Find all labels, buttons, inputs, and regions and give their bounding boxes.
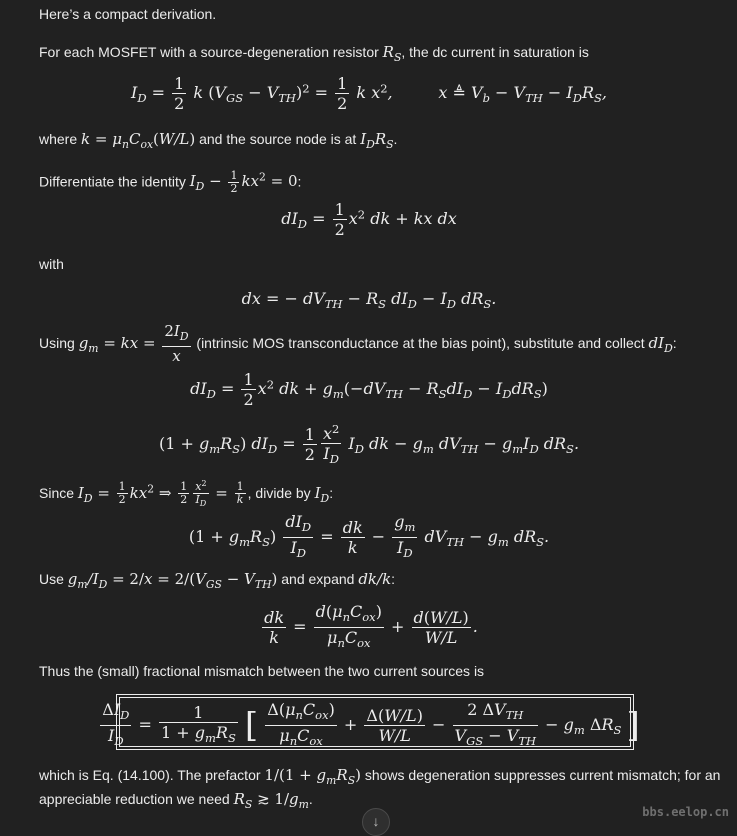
paragraph-7: Use $g_m/I_D = 2/x = 2/(V_{GS} - V_{TH})$ and expand dk/k:: [39, 570, 396, 591]
paragraph-4: with: [39, 256, 64, 272]
scroll-down-button[interactable]: [362, 808, 390, 836]
paragraph-1: For each MOSFET with a source-degeneration resistor $R_S$, the dc current in saturation is: [39, 43, 589, 64]
paragraph-5: Using $g_m$ = kx = $\frac{2I_D}{x}$ (intrinsic MOS transconductance at the bias point), substitute and collect $dI_D$:: [39, 322, 677, 365]
paragraph-8: Thus the (small) fractional mismatch between the two current sources is: [39, 663, 485, 679]
paragraph-6: Since $I_D$ = $\frac{1}{2}$ $kx^2$ ⇒ $\frac{1}{2}$ $\frac{x^2}{I_D}$ = $\frac{1}{k}$ , divide by $I_D$:: [39, 479, 334, 508]
paragraph-2: where $k = \mu_nC_{ox}(W/L)$ and the source node is at $I_DR_S$.: [39, 130, 398, 151]
equation-dx: dx = − $dV_{TH} - R_S$ $dI_D - I_D$ $dR_S$.: [241, 289, 497, 312]
equation-dk-over-k: $\frac{dk}{k}$ = $\frac{d(\mu_nC_{ox})}{\mu_nC_{ox}}$ + $\frac{d(W/L)}{W/L}$ .: [264, 602, 478, 651]
equation-differential-2: $dI_D$ = $\frac{1}{2}$ $x^2$ dk + $g_m(-dV_{TH} - R_SdI_D - I_DdR_S)$: [190, 370, 548, 409]
equation-collected: $(1 + g_mR_S)$ $dI_D$ = $\frac{1}{2}$ $\frac{x^2}{I_D}$ $I_D$ dk − $g_m$ $dV_{TH} - g_mI_D$ $dR_S$.: [158, 422, 580, 466]
equation-differential-1: $dI_D$ = $\frac{1}{2}$ $x^2$ dk + kx dx: [281, 200, 457, 239]
equation-mismatch-result: $\frac{\Delta I_D}{I_D}$ = $\frac{1}{1 + g_mR_S}$ [ $\frac{\Delta(\mu_nC_{ox})}{\mu_nC_{ox}}$ + $\frac{\Delta(W/L)}{W/L}$ − $\frac{2 \Delta V_{TH}}{V_{GS} - V_{TH}}$ − $g_m$ $\Delta R_S$ ]: [102, 700, 640, 749]
equation-normalized: $(1 + g_mR_S)$ $\frac{dI_D}{I_D}$ = $\frac{dk}{k}$ − $\frac{g_m}{I_D}$ $dV_{TH} - g_m$ $dR_S$.: [188, 512, 550, 561]
paragraph-3: Differentiate the identity $I_D$ − $\frac{1}{2}$ $kx^2 = 0$:: [39, 168, 302, 195]
arrow-down-icon: ↓: [372, 813, 380, 829]
equation-saturation-current: $I_D$ = $\frac{1}{2}$ k $(V_{GS} - V_{TH})^2$ = $\frac{1}{2}$ k $x^2$, x ≜ $V_b - V_{TH} - I_DR_S$,: [131, 74, 607, 113]
paragraph-10: appreciable reduction we need $R_S$ ≳ $1/g_m$.: [39, 790, 313, 811]
watermark: bbs.eelop.cn: [642, 805, 729, 819]
paragraph-9: which is Eq. (14.100). The prefactor $1/(1 + g_mR_S)$ shows degeneration suppresses current mismatch; for an: [39, 766, 721, 787]
intro-text: Here’s a compact derivation.: [39, 6, 217, 22]
